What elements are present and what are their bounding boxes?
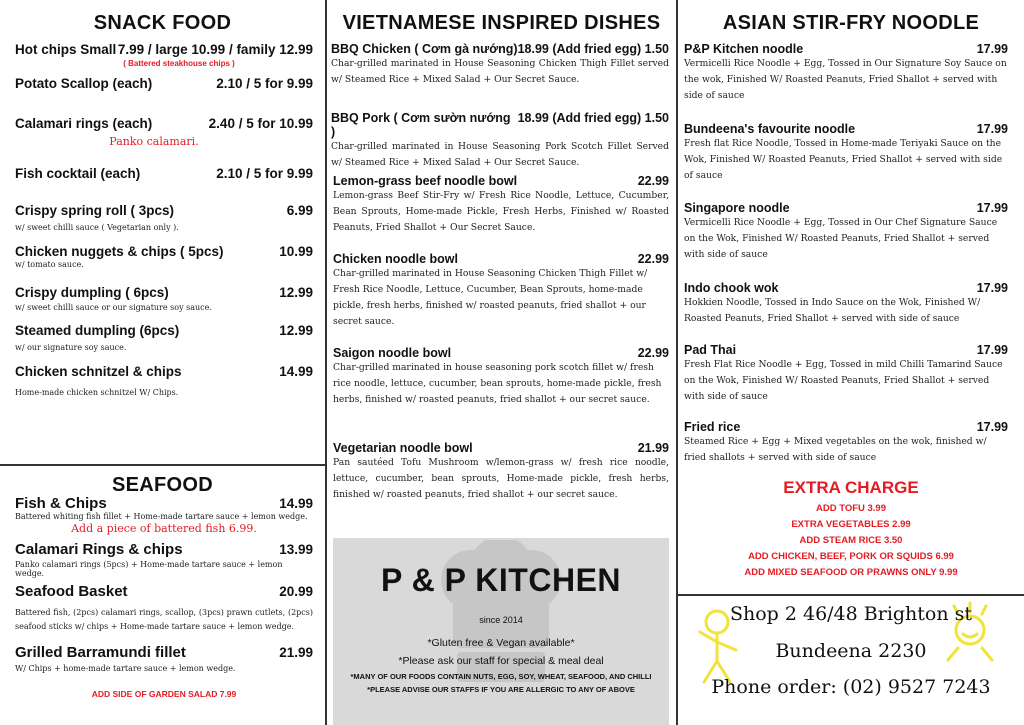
item-name: BBQ Chicken ( Cơm gà nướng) <box>331 42 518 56</box>
item-price: 21.99 <box>637 441 669 455</box>
item-desc: Lemon-grass Beef Stir-Fry w/ Fresh Rice Noodle, Lettuce, Cucumber, Bean Sprouts, Home-made Pickle, Fresh Herbs, Finished w/ Roasted Peanuts, Fried Shallot + Our Secret Sauce. <box>333 190 669 233</box>
menu-item <box>15 166 313 181</box>
gluten-free-note: *Gluten free & Vegan available* <box>427 637 575 649</box>
menu-item <box>15 541 313 578</box>
menu-item <box>331 252 669 330</box>
item-price: 7.99 / large 10.99 / family 12.99 <box>117 42 313 57</box>
brand-name: P & P KITCHEN <box>380 562 622 598</box>
phone-order: Phone order: (02) 9527 7243 <box>711 676 991 698</box>
item-name: Saigon noodle bowl <box>333 346 452 360</box>
item-desc: Battered whiting fish fillet + Home-made tartare sauce + lemon wedge. <box>15 512 308 521</box>
item-name: Seafood Basket <box>15 583 128 600</box>
item-price: 6.99 <box>286 203 313 218</box>
item-price: 10.99 <box>279 244 313 259</box>
item-desc: w/ our signature soy sauce. <box>15 343 127 352</box>
menu-item <box>331 441 669 503</box>
item-name: Chicken nuggets & chips ( 5pcs) <box>15 244 224 259</box>
menu-item <box>15 116 313 148</box>
item-price: 22.99 <box>637 174 669 188</box>
item-name: Crispy dumpling ( 6pcs) <box>15 285 169 300</box>
extra-charge-line: EXTRA VEGETABLES 2.99 <box>791 519 911 530</box>
item-price: 17.99 <box>976 122 1008 136</box>
item-name: Chicken noodle bowl <box>333 252 459 266</box>
item-desc: w/ tomato sauce. <box>15 260 84 269</box>
item-note: Add a piece of battered fish 6.99. <box>71 522 257 535</box>
item-name: Chicken schnitzel & chips <box>15 364 182 379</box>
item-desc: Vermicelli Rice Noodle + Egg, Tossed in Our Signature Soy Sauce on the wok, Finished W/ Roasted Peanuts, Fried Shallot + served with side of sauce <box>684 58 1007 101</box>
item-price: 21.99 <box>279 645 313 660</box>
item-desc: W/ Chips + home-made tartare sauce + lemon wedge. <box>15 664 236 673</box>
address-line2: Bundeena 2230 <box>775 640 927 662</box>
menu-item <box>684 343 1008 405</box>
brand-since: since 2014 <box>479 615 523 625</box>
item-desc: w/ sweet chilli sauce ( Vegetarian only ). <box>15 223 179 232</box>
item-name: Fried rice <box>684 420 741 434</box>
menu-item <box>331 42 669 88</box>
item-name: Steamed dumpling (6pcs) <box>15 323 180 338</box>
allergy-advice-note: *PLEASE ADVISE OUR STAFFS IF YOU ARE ALLERGIC TO ANY OF ABOVE <box>367 685 635 694</box>
item-name: Singapore noodle <box>684 201 790 215</box>
allergen-note: *MANY OF OUR FOODS CONTAIN NUTS, EGG, SOY, WHEAT, SEAFOOD, AND CHILLI <box>350 672 652 681</box>
menu-item <box>331 111 669 171</box>
item-price: 2.10 / 5 for 9.99 <box>216 76 313 91</box>
address-line1: Shop 2 46/48 Brighton st <box>729 603 973 625</box>
vietnamese-column <box>327 0 678 725</box>
item-name: Pad Thai <box>684 343 737 357</box>
item-price: 17.99 <box>976 201 1008 215</box>
item-name: Crispy spring roll ( 3pcs) <box>15 203 175 218</box>
item-name: Bundeena's favourite noodle <box>684 122 856 136</box>
item-price: 13.99 <box>279 542 313 557</box>
menu-item <box>684 281 1008 327</box>
section-divider <box>678 594 1024 596</box>
extra-charge-title: EXTRA CHARGE <box>783 478 919 497</box>
item-note: Panko calamari. <box>109 135 199 148</box>
item-price: 17.99 <box>976 281 1008 295</box>
menu-item <box>15 42 313 68</box>
menu-item <box>684 42 1008 104</box>
menu-item <box>15 244 313 269</box>
menu-item <box>331 346 669 408</box>
item-name: Grilled Barramundi fillet <box>15 644 186 661</box>
staff-deal-note: *Please ask our staff for special & meal deal <box>398 655 604 667</box>
extra-charge-box <box>678 478 1024 581</box>
menu-item <box>15 644 313 673</box>
section-divider <box>0 464 325 466</box>
extra-charge-line: ADD CHICKEN, BEEF, PORK OR SQUIDS 6.99 <box>748 551 954 562</box>
extra-charge-line: ADD TOFU 3.99 <box>815 503 887 514</box>
menu-item <box>15 76 313 91</box>
item-price: 20.99 <box>279 584 313 599</box>
item-note: ( Battered steakhouse chips ) <box>123 59 235 68</box>
menu-item <box>15 203 313 232</box>
menu-item <box>15 495 313 535</box>
menu-item <box>15 323 313 352</box>
menu-item <box>15 583 313 634</box>
item-name: BBQ Pork ( Cơm sườn nướng ) <box>331 111 511 139</box>
item-price: 18.99 (Add fried egg) 1.50 <box>517 111 669 125</box>
item-desc: Steamed Rice + Egg + Mixed vegetables on the wok, finished w/ fried shallots + served with side of sauce <box>684 436 987 463</box>
snack-food-title: SNACK FOOD <box>93 12 232 34</box>
vietnamese-title: VIETNAMESE INSPIRED DISHES <box>342 12 661 34</box>
item-desc: Hokkien Noodle, Tossed in Indo Sauce on the Wok, Finished W/ Roasted Peanuts, Fried Shallot + served with side of sauce <box>684 297 981 324</box>
item-name: Potato Scallop (each) <box>15 76 153 91</box>
seafood-title: SEAFOOD <box>112 474 213 496</box>
menu-item <box>331 174 669 236</box>
noodle-title: ASIAN STIR-FRY NOODLE <box>722 12 980 34</box>
item-name: Calamari rings (each) <box>15 116 153 131</box>
item-price: 12.99 <box>279 323 313 338</box>
item-name: Vegetarian noodle bowl <box>333 441 473 455</box>
menu-item <box>15 364 313 397</box>
item-price: 12.99 <box>279 285 313 300</box>
item-name: Calamari Rings & chips <box>15 541 183 558</box>
item-name: P&P Kitchen noodle <box>684 42 804 56</box>
item-price: 17.99 <box>976 343 1008 357</box>
item-desc: Panko calamari rings (5pcs) + Home-made tartare sauce + lemon wedge. <box>15 560 283 578</box>
extra-charge-line: ADD STEAM RICE 3.50 <box>799 535 903 546</box>
item-desc: Char-grilled marinated in House Seasoning Chicken Thigh Fillet w/ Fresh Rice Noodle, Lettuce, Cucumber, Bean Sprouts, home-made pickle, fresh herbs, finished w/ roasted peanuts, fried shallot + our secret sauce. <box>333 268 648 327</box>
menu-item <box>684 201 1008 263</box>
item-name: Lemon-grass beef noodle bowl <box>333 174 518 188</box>
menu-item <box>684 420 1008 466</box>
item-price: 17.99 <box>976 42 1008 56</box>
item-name: Fish cocktail (each) <box>15 166 141 181</box>
item-price: 17.99 <box>976 420 1008 434</box>
item-desc: Pan sautéed Tofu Mushroom w/lemon-grass w/ fresh rice noodle, lettuce, cucumber, bean sprouts, Home-made pickle, fresh herbs, finished w/ roasted peanuts, fried shallot + our secret sauce. <box>333 457 669 500</box>
menu-item <box>684 122 1008 184</box>
item-price: 22.99 <box>637 252 669 266</box>
item-desc: Char-grilled marinated in house seasoning pork scotch fillet w/ fresh rice noodle, lettuce, cucumber, bean sprouts, home-made pickle, fresh herbs, finished w/ roasted peanuts, fried shallot + our secret sauce. <box>333 362 662 405</box>
extra-charge-list <box>678 501 1024 581</box>
item-desc: Fresh flat Rice Noodle, Tossed in Home-made Teriyaki Sauce on the Wok, Finished W/ Roasted Peanuts, Fried Shallot + served with side of sauce <box>684 138 1003 181</box>
item-desc: Fresh Flat Rice Noodle + Egg, Tossed in mild Chilli Tamarind Sauce on the Wok, Finished W/ Roasted Peanuts, Fried Shallot + served with side of sauce <box>684 359 1003 402</box>
extra-charge-line: ADD MIXED SEAFOOD OR PRAWNS ONLY 9.99 <box>744 567 958 578</box>
item-desc: Char-grilled marinated in House Seasoning Pork Scotch Fillet Served w/ Steamed Rice + Mixed Salad + Our Secret Sauce. <box>331 141 669 168</box>
item-name: Hot chips Small <box>15 42 117 57</box>
garden-salad-note: ADD SIDE OF GARDEN SALAD 7.99 <box>91 689 237 699</box>
item-price: 22.99 <box>637 346 669 360</box>
item-name: Indo chook wok <box>684 281 779 295</box>
item-desc: Char-grilled marinated in House Seasoning Chicken Thigh Fillet served w/ Steamed Rice + Mixed Salad + Our Secret Sauce. <box>331 58 669 85</box>
contact-box <box>678 598 1024 725</box>
snack-seafood-column <box>0 0 327 725</box>
menu-item <box>15 285 313 312</box>
item-desc: Home-made chicken schnitzel W/ Chips. <box>15 388 179 397</box>
item-desc: Vermicelli Rice Noodle + Egg, Tossed in Our Chef Signature Sauce on the Wok, Finished W/ Roasted Peanuts, Fried Shallot + served with side of sauce <box>684 217 998 260</box>
item-name: Fish & Chips <box>15 495 107 512</box>
item-desc: Battered fish, (2pcs) calamari rings, scallop, (3pcs) prawn cutlets, (2pcs) seafood sticks w/ chips + Home-made tartare sauce + lemon wedge. <box>15 608 313 631</box>
noodle-column <box>678 0 1024 725</box>
item-price: 2.40 / 5 for 10.99 <box>208 116 313 131</box>
item-price: 14.99 <box>279 496 313 511</box>
item-desc: w/ sweet chilli sauce or our signature soy sauce. <box>15 303 212 312</box>
item-price: 18.99 (Add fried egg) 1.50 <box>517 42 669 56</box>
item-price: 14.99 <box>279 364 313 379</box>
brand-box <box>333 538 669 725</box>
item-price: 2.10 / 5 for 9.99 <box>216 166 313 181</box>
